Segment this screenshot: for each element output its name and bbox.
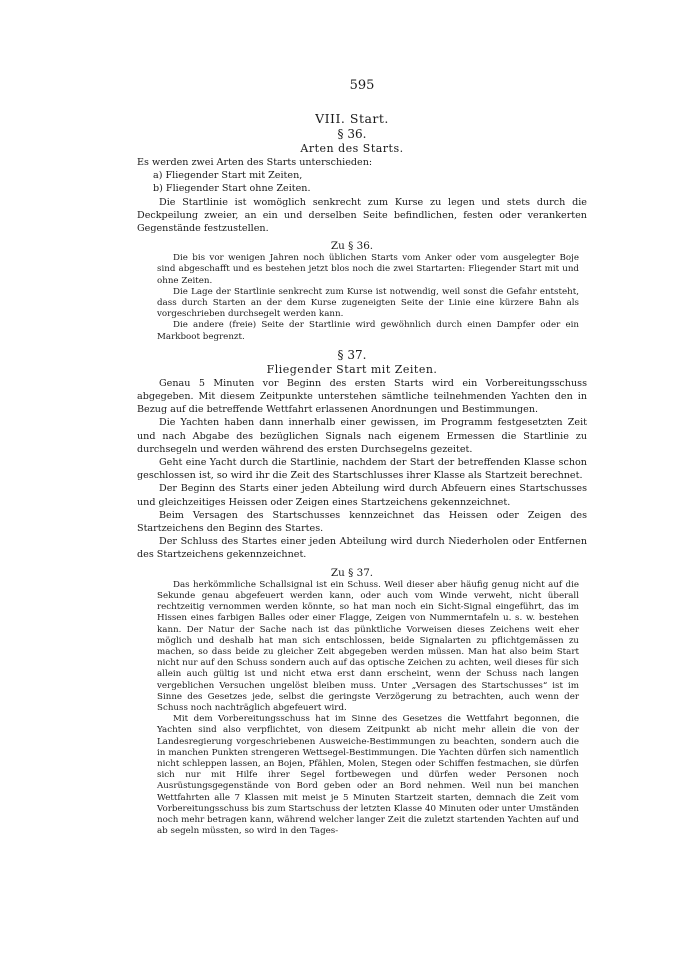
note-37-paragraph-1: Das herkömmliche Schallsignal ist ein Schuss. Weil dieser aber häufig genug nicht auf die Sekunde genau abgefeuert werden kann, oder auch vom Winde verweht, nicht überall rechtzeitig vernommen werden könnte, so hat man noch ein Sicht-Signal eingeführt, das im Hissen eines farbigen Balles oder einer Flagge, Zeigen von Nummerntafeln u. s. w. bestehen kann. Der Natur der Sache nach ist das pünktliche Vorweisen dieses Zeichens weit eher möglich und deshalb hat man sich entschlossen, beide Signalarten zu pflichtgemässen zu machen, so dass beide zu gleicher Zeit abgegeben werden müssen. Man hat also beim Start nicht nur auf den Schuss sondern auch auf das optische Zeichen zu achten, weil dieses für sich allein auch gültig ist und nicht etwa erst dann erscheint, wenn der Schuss nach langen vergeblichen Versuchen ungelöst bleiben muss. Unter „Versagen des Startschusses“ ist im Sinne des Gesetzes jede, selbst die geringste Verzögerung zu betrachten, auch wenn der Schuss noch nachträglich abgefeuert wird.	[157, 579, 579, 713]
section-37-paragraph-6: Der Schluss des Startes einer jeden Abteilung wird durch Niederholen oder Entfernen des Startzeichens gekennzeichnet.	[137, 536, 587, 561]
section-37-paragraph-3: Geht eine Yacht durch die Startlinie, nachdem der Start der betreffenden Klasse schon geschlossen ist, so wird ihr die Zeit des Startschlusses ihrer Klasse als Startzeit berechnet.	[137, 457, 587, 482]
chapter-title: VIII. Start.	[315, 111, 389, 126]
note-37-paragraph-2: Mit dem Vorbereitungsschuss hat im Sinne des Gesetzes die Wettfahrt begonnen, die Yachten sind also verpflichtet, von diesem Zeitpunkt ab nicht mehr allein die von der Landesregierung vorgeschriebenen Ausweiche-Bestimmungen zu beachten, sondern auch die in manchen Punkten strengeren Wettsegel-Bestimmungen. Die Yachten dürfen sich namentlich nicht schleppen lassen, an Bojen, Pfählen, Molen, Stegen oder Schiffen festmachen, sie dürfen sich nur mit Hilfe ihrer Segel fortbewegen und dürfen weder Personen noch Ausrüstungsgegenstände von Bord geben oder an Bord nehmen. Weil nun bei manchen Wettfahrten alle 7 Klassen mit meist je 5 Minuten Startzeit starten, demnach die Zeit vom Vorbereitungsschuss bis zum Startschuss der letzten Klasse 40 Minuten oder unter Umständen noch mehr betragen kann, während welcher langer Zeit die zuletzt startenden Yachten auf und ab segeln müssten, so wird in den Tages-	[157, 714, 579, 837]
section-37-paragraph-4: Der Beginn des Starts einer jeden Abteilung wird durch Abfeuern eines Startschusses und gleichzeitiges Heissen oder Zeigen eines Startzeichens gekennzeichnet.	[137, 483, 587, 508]
section-37-paragraph-2: Die Yachten haben dann innerhalb einer gewissen, im Programm festgesetzten Zeit und nach Abgabe des bezüglichen Signals nach eigenem Ermessen die Startlinie zu durchsegeln und werden während des ersten Durchsegelns gezeitet.	[137, 417, 587, 455]
note-36-paragraph-2: Die Lage der Startlinie senkrecht zum Kurse ist notwendig, weil sonst die Gefahr entsteht, dass durch Starten an der dem Kurse zugeneigten Seite der Linie eine kürzere Bahn als vorgeschrieben durchsegelt werden kann.	[157, 286, 579, 320]
document-page	[137, 78, 587, 837]
section-36-number: § 36.	[337, 127, 367, 141]
section-37-number: § 37.	[337, 347, 367, 362]
section-37-paragraph-1: Genau 5 Minuten vor Beginn des ersten Starts wird ein Vorbereitungsschuss abgegeben. Mit diesem Zeitpunkte unterstehen sämtliche teilnehmenden Yachten den in Bezug auf die betreffende Wettfahrt erlassenen Anordnungen und Bestimmungen.	[137, 377, 587, 416]
section-36-title: Arten des Starts.	[300, 142, 404, 155]
section-36-paragraph: Die Startlinie ist womöglich senkrecht zum Kurse zu legen und stets durch die Deckpeilung zweier, an ein und derselben Seite befindlichen, festen oder verankerten Gegenstände festzustellen.	[137, 196, 587, 235]
note-36-paragraph-3: Die andere (freie) Seite der Startlinie wird gewöhnlich durch einen Dampfer oder ein Markboot begrenzt.	[157, 320, 579, 342]
note-36-paragraph-1: Die bis vor wenigen Jahren noch üblichen Starts vom Anker oder vom ausgelegter Boje sind abgeschafft und es bestehen jetzt blos noch die zwei Startarten: Fliegender Start mit und ohne Zeiten.	[157, 253, 579, 286]
section-36-item-b: b) Fliegender Start ohne Zeiten.	[153, 183, 311, 195]
section-37-paragraph-5: Beim Versagen des Startschusses kennzeichnet das Heissen oder Zeigen des Startzeichens den Beginn des Startes.	[137, 509, 587, 535]
note-36-heading: Zu § 36.	[330, 240, 374, 253]
note-37-heading: Zu § 37.	[330, 566, 374, 579]
section-36-intro: Es werden zwei Arten des Starts unterschieden:	[137, 157, 373, 168]
section-37-title: Fliegender Start mit Zeiten.	[266, 362, 438, 376]
section-36-item-a: a) Fliegender Start mit Zeiten,	[153, 170, 303, 182]
page-number: 595	[349, 78, 375, 93]
